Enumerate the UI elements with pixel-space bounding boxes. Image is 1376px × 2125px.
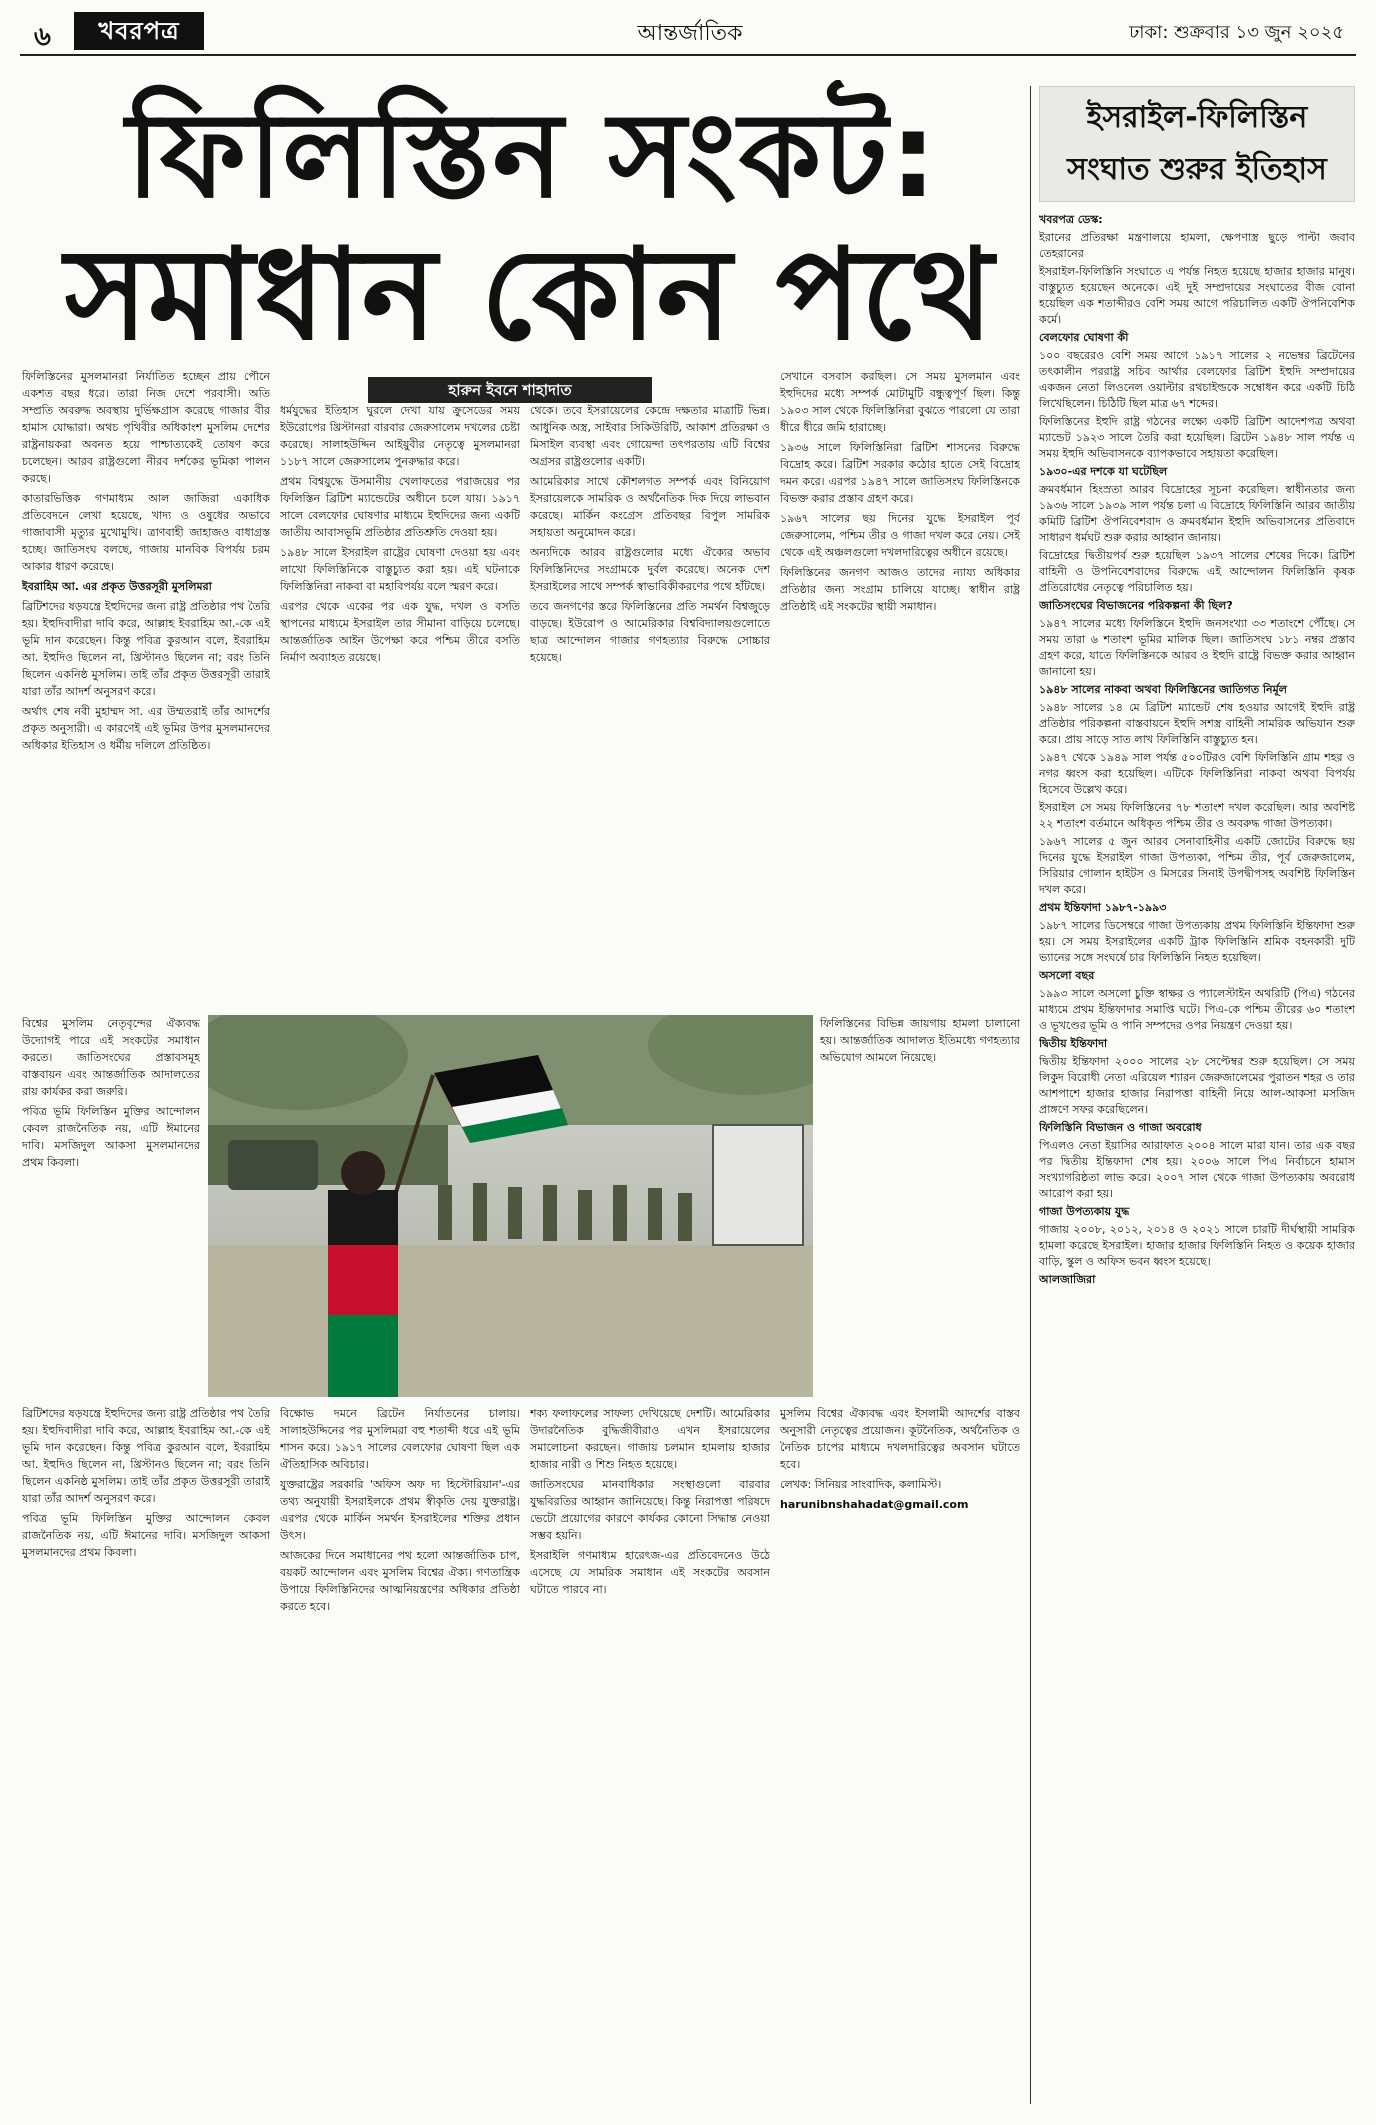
photo-illustration xyxy=(208,1015,813,1397)
issue-date: ঢাকা: শুক্রবার ১৩ জুন ২০২৫ xyxy=(1129,22,1344,43)
article-paragraph: অর্থাৎ শেষ নবী মুহাম্মদ সা. এর উম্মতরাই তাঁর আদর্শের প্রকৃত অনুসারী। এ কারণেই এই ভূমির উপর মুসলমানদের অধিকার ইতিহাস ও ধর্মীয় দলিলে প্রতিষ্ঠিত। xyxy=(22,705,270,752)
article-paragraph: ১৯৬৭ সালের ছয় দিনের যুদ্ধে ইসরাইল পূর্ব জেরুসালেম, পশ্চিম তীর ও গাজা দখল করে নেয়। সেই থেকে এই অঞ্চলগুলো দখলদারিত্বের অধীনে রয়েছে। xyxy=(780,512,1020,559)
author-byline: হারুন ইবনে শাহাদাত xyxy=(368,377,652,403)
sidebar-paragraph: ১৯৮৭ সালের ডিসেম্বরে গাজা উপত্যকায় প্রথম ফিলিস্তিনি ইন্তিফাদা শুরু হয়। সে সময় ইসরাইলের একটি ট্রাক ফিলিস্তিনি শ্রমিক বহনকারী দুটি ভ্যানের সঙ্গে সংঘর্ষে চার ফিলিস্তিনি নিহত হয়েছিল। xyxy=(1039,919,1355,964)
sidebar-subheading: প্রথম ইন্তিফাদা ১৯৮৭-১৯৯৩ xyxy=(1039,901,1167,914)
sidebar-paragraph: ইরানের প্রতিরক্ষা মন্ত্রণালয়ে হামলা, ক্ষেপণাস্ত্র ছুড়ে পাল্টা জবাব তেহরানের xyxy=(1039,231,1355,260)
sidebar-subheading: দ্বিতীয় ইন্তিফাদা xyxy=(1039,1037,1108,1050)
article-paragraph: আমেরিকার সাথে কৌশলগত সম্পর্ক এবং বিনিয়োগ ইসরায়েলকে সামরিক ও অর্থনৈতিক দিক দিয়ে লাভবান করেছে। মার্কিন কংগ্রেস প্রতিবছর বিপুল সামরিক সহায়তা অনুমোদন করে। xyxy=(530,475,770,539)
article-column-3-lower xyxy=(530,1405,770,2105)
sidebar-paragraph: দ্বিতীয় ইন্তিফাদা ২০০০ সালের ২৮ সেপ্টেম্বর শুরু হয়েছিল। সে সময় লিকুদ বিরোধী নেতা এরিয়েল শ্যারন জেরুজালেমের পুরাতন শহর ও তার আশপাশে হাজার হাজার নিরাপত্তা বাহিনী নিয়ে আল-আকসা মসজিদ প্রাঙ্গণে সফর করেছিলেন। xyxy=(1039,1055,1355,1116)
sidebar-paragraph: ১৯৪৮ সালের ১৪ মে ব্রিটিশ ম্যান্ডেট শেষ হওয়ার আগেই ইহুদি রাষ্ট্র প্রতিষ্ঠার পরিকল্পনা বাস্তবায়নে ইহুদি সশস্ত্র বাহিনী সামরিক অভিযান শুরু করে। প্রায় সাড়ে সাত লাখ ফিলিস্তিনি বাস্তুচ্যুত হন। xyxy=(1039,701,1355,746)
article-paragraph: লেখক: সিনিয়র সাংবাদিক, কলামিস্ট। xyxy=(780,1478,942,1491)
article-paragraph: ধর্মযুদ্ধের ইতিহাস ঘুরলে দেখা যায় ক্রুসেডের সময় ইউরোপের খ্রিস্টানরা বারবার জেরুসালেম দখলের চেষ্টা করেছে। সালাহউদ্দিন আইয়ুবীর নেতৃত্বে মুসলমানরা ১১৮৭ সালে জেরুসালেম পুনরুদ্ধার করে। xyxy=(280,404,520,468)
sidebar-paragraph: ক্রমবর্ধমান হিংস্রতা আরব বিদ্রোহের সূচনা করেছিল। স্বাধীনতার জন্য ১৯৩৬ সালে ১৯৩৯ সাল পর্যন্ত চলা এ বিদ্রোহে ফিলিস্তিনি আরব জাতীয় কমিটি ব্রিটিশ ঔপনিবেশবাদ ও ক্রমবর্ধমান ইহুদি অভিবাসনের প্রতিবাদে সাধারণ ধর্মঘট শুরু করার আহ্বান জানায়। xyxy=(1039,483,1355,544)
sidebar-subheading: ফিলিস্তিনি বিভাজন ও গাজা অবরোধ xyxy=(1039,1121,1202,1134)
sidebar-subheading: জাতিসংঘের বিভাজনের পরিকল্পনা কী ছিল? xyxy=(1039,599,1233,612)
article-paragraph: ফিলিস্তিনের মুসলমানরা নির্যাতিত হচ্ছেন প্রায় পৌনে একশত বছর ধরে। তারা নিজ দেশে পরবাসী। অতি সম্প্রতি অবরুদ্ধ অবস্থায় দুর্ভিক্ষগ্রাস করেছে গাজার বীর হামাস যোদ্ধারা। অথচ পৃথিবীর অধিকাংশ মুসলিম দেশের রাষ্ট্রনায়করা অবনত হয়ে পাশ্চাত্যকেই তোষণ করে চলেছেন। আরব রাষ্ট্রগুলো নীরব দর্শকের ভূমিকা পালন করছে। xyxy=(22,370,270,485)
article-paragraph: তবে জনগণের স্তরে ফিলিস্তিনের প্রতি সমর্থন বিশ্বজুড়ে বাড়ছে। ইউরোপ ও আমেরিকার বিশ্ববিদ্যালয়গুলোতে ছাত্র আন্দোলন গাজার গণহত্যার বিরুদ্ধে সোচ্চার হয়েছে। xyxy=(530,600,770,664)
article-column-2-lower xyxy=(280,1405,520,2105)
sidebar-title: ইসরাইল-ফিলিস্তিন xyxy=(1086,100,1308,135)
sidebar-paragraph: গাজায় ২০০৮, ২০১২, ২০১৪ ও ২০২১ সালে চারটি দীর্ঘস্থায়ী সামরিক হামলা করেছে ইসরাইল। হাজার হাজার ফিলিস্তিনি নিহত ও কয়েক হাজার বাড়ি, স্কুল ও অফিস ভবন ধ্বংস হয়েছে। xyxy=(1039,1223,1355,1268)
article-paragraph: ১৯৩৬ সালে ফিলিস্তিনিরা ব্রিটিশ শাসনের বিরুদ্ধে বিদ্রোহ করে। ব্রিটিশ সরকার কঠোর হাতে সেই বিদ্রোহ দমন করে। এরপর ১৯৪৭ সালে জাতিসংঘ ফিলিস্তিনকে বিভক্ত করার প্রস্তাব গ্রহণ করে। xyxy=(780,441,1020,505)
article-paragraph: মুসলিম বিশ্বের ঐক্যবদ্ধ এবং ইসলামী আদর্শের বাস্তব অনুসারী নেতৃত্বের প্রয়োজন। কূটনৈতিক, অর্থনৈতিক ও নৈতিক চাপের মাধ্যমে দখলদারিত্বের অবসান ঘটাতে হবে। xyxy=(780,1407,1020,1471)
article-paragraph: আজকের দিনে সমাধানের পথ হলো আন্তর্জাতিক চাপ, বয়কট আন্দোলন এবং মুসলিম বিশ্বের ঐক্য। গণতান্ত্রিক উপায়ে ফিলিস্তিনিদের আত্মনিয়ন্ত্রণের অধিকার প্রতিষ্ঠা করতে হবে। xyxy=(280,1549,520,1613)
article-paragraph: ১৯৪৮ সালে ইসরাইল রাষ্ট্রের ঘোষণা দেওয়া হয় এবং লাখো ফিলিস্তিনিকে বাস্তুচ্যুত করা হয়। এই ঘটনাকে ফিলিস্তিনিরা নাকবা বা মহাবিপর্যয় বলে স্মরণ করে। xyxy=(280,546,520,593)
article-paragraph: শক্য ফলাফলের সাফল্য দেখিয়েছে দেশটি। আমেরিকার উদারনৈতিক বুদ্ধিজীবীরাও এখন ইসরায়েলের সমালোচনা করছেন। গাজায় চলমান হামলায় হাজার হাজার নারী ও শিশু নিহত হয়েছে। xyxy=(530,1407,770,1471)
sidebar-paragraph: ফিলিস্তিনের ইহুদি রাষ্ট্র গঠনের লক্ষ্যে একটি ব্রিটিশ আদেশপত্র অথবা ম্যান্ডেট ১৯২৩ সালে তৈরি করা হয়েছিল। ব্রিটেন ১৯৪৮ সাল পর্যন্ত এ সময় ইহুদি অভিবাসনকে ব্যাপকভাবে সহায়তা করেছিল। xyxy=(1039,415,1355,460)
headline-line-2: সমাধান কোন পথে xyxy=(64,221,994,368)
sidebar-paragraph: বিদ্রোহের দ্বিতীয়পর্ব শুরু হয়েছিল ১৯৩৭ সালের শেষের দিকে। ব্রিটিশ বাহিনী ও উপনিবেশবাদের বিরুদ্ধে এই আন্দোলন ফিলিস্তিনি কৃষক প্রতিরোধের নেতৃত্বে পরিচালিত হয়। xyxy=(1039,549,1355,594)
sidebar-history xyxy=(1030,86,1357,2104)
article-paragraph: বিক্ষোভ দমনে ব্রিটেন নির্যাতনের চালায়। সালাহউদ্দিনের পর মুসলিমরা বহু শতাব্দী ধরে এই ভূমি শাসন করে। ১৯১৭ সালের বেলফোর ঘোষণা ছিল এক ঐতিহাসিক অবিচার। xyxy=(280,1407,520,1471)
sidebar-paragraph: ইসরাইল-ফিলিস্তিনি সংঘাতে এ পর্যন্ত নিহত হয়েছে হাজার হাজার মানুষ। বাস্তুচ্যুত হয়েছেন অনেকে। এই দুই সম্প্রদায়ের সংঘাতের বীজ বোনা হয়েছিল এক শতাব্দীরও বেশি সময় আগে পরিচালিত একটি ঔপনিবেশিক কর্মে। xyxy=(1039,265,1355,326)
article-paragraph: অন্যদিকে আরব রাষ্ট্রগুলোর মধ্যে ঐক্যের অভাব ফিলিস্তিনিদের সংগ্রামকে দুর্বল করেছে। অনেক দেশ ইসরাইলের সাথে সম্পর্ক স্বাভাবিকীকরণের পথে হাঁটছে। xyxy=(530,546,770,593)
sidebar-title-box xyxy=(1039,86,1355,202)
article-paragraph: থেকে। তবে ইসরায়েলের কেন্দ্রে দক্ষতার মাত্রাটি ভিন্ন। আধুনিক অস্ত্র, সাইবার সিকিউরিটি, আকাশ প্রতিরক্ষা ও মিসাইল ব্যবস্থা এবং গোয়েন্দা তৎপরতায় এটি বিশ্বের অগ্রসর রাষ্ট্রগুলোর একটি। xyxy=(530,404,770,468)
article-subheading: ইবরাহিম আ. এর প্রকৃত উত্তরসূরী মুসলিমরা xyxy=(22,580,212,593)
sidebar-paragraph: ১০০ বছরেরও বেশি সময় আগে ১৯১৭ সালের ২ নভেম্বর ব্রিটেনের তৎকালীন পররাষ্ট্র সচিব আর্থার বেলফোর ব্রিটিশ ইহুদি সম্প্রদায়ের একজন নেতা লিওনেল ওয়াল্টার রথচাইল্ডকে সম্বোধন করে একটি চিঠি লিখেছিলেন। চিঠিটি ছিল মাত্র ৬৭ শব্দের। xyxy=(1039,349,1355,410)
sidebar-subheading: গাজা উপত্যকায় যুদ্ধ xyxy=(1039,1205,1130,1218)
article-paragraph: ব্রিটিশদের ষড়যন্ত্রে ইহুদিদের জন্য রাষ্ট্র প্রতিষ্ঠার পথ তৈরি হয়। ইহুদিবাদীরা দাবি করে, আল্লাহ ইবরাহিম আ.-কে এই ভূমি দান করেছেন। কিন্তু পবিত্র কুরআন বলে, ইবরাহিম আ. ইহুদিও ছিলেন না, খ্রিস্টানও ছিলেন না; বরং তিনি ছিলেন একনিষ্ঠ মুসলিম। তাই তাঁর প্রকৃত উত্তরসূরী তারাই যারা তাঁর আদর্শ অনুসরণ করে। xyxy=(22,600,270,698)
author-email-link[interactable]: harunibnshahadat@gmail.com xyxy=(780,1498,969,1511)
sidebar-paragraph: পিএলও নেতা ইয়াসির আরাফাত ২০০৪ সালে মারা যান। তার এক বছর পর দ্বিতীয় ইন্তিফাদা শেষ হয়। ২০০৬ সালে পিএ নির্বাচনে হামাস সংখ্যাগরিষ্ঠতা লাভ করে। ২০০৭ সাল থেকে গাজা উপত্যকায় অবরোধ আরোপ করা হয়। xyxy=(1039,1139,1355,1200)
article-paragraph: ফিলিস্তিনের জনগণ আজও তাদের ন্যায্য অধিকার প্রতিষ্ঠার জন্য সংগ্রাম চালিয়ে যাচ্ছে। স্বাধীন রাষ্ট্র প্রতিষ্ঠাই এই সংকটের স্থায়ী সমাধান। xyxy=(780,566,1020,613)
article-paragraph: ফিলিস্তিনের বিভিন্ন জায়গায় হামলা চালানো হয়। আন্তর্জাতিক আদালত ইতিমধ্যে গণহত্যার অভিযোগ আমলে নিয়েছে। xyxy=(820,1017,1020,1064)
palestine-flag-image xyxy=(208,1015,813,1397)
sidebar-paragraph: ১৯৪৭ সালের মধ্যে ফিলিস্তিনে ইহুদি জনসংখ্যা ৩৩ শতাংশে পৌঁছে। সে সময় তারা ৬ শতাংশ ভূমির মালিক ছিল। জাতিসংঘ ১৮১ নম্বর প্রস্তাব গ্রহণ করে, যাতে ফিলিস্তিনকে আরব ও ইহুদি রাষ্ট্রে বিভক্ত করার আহ্বান জানানো হয়। xyxy=(1039,617,1355,678)
sidebar-paragraph: ১৯৪৭ থেকে ১৯৪৯ সাল পর্যন্ত ৫০০টিরও বেশি ফিলিস্তিনি গ্রাম শহর ও নগর ধ্বংস করা হয়েছিল। এটিকে ফিলিস্তিনিরা নাকবা অথবা বিপর্যয় হিসেবে উল্লেখ করে। xyxy=(1039,751,1355,796)
article-column-4 xyxy=(780,368,1020,1013)
newspaper-logo: খবরপত্র xyxy=(74,12,204,50)
article-paragraph: এরপর থেকে একের পর এক যুদ্ধ, দখল ও বসতি স্থাপনের মাধ্যমে ইসরাইল তার সীমানা বাড়িয়ে চলেছে। আন্তর্জাতিক আইন উপেক্ষা করে পশ্চিম তীরে বসতি নির্মাণ অব্যাহত রয়েছে। xyxy=(280,600,520,664)
article-paragraph: ইসরাইলি গণমাধ্যম হারেৎজ-এর প্রতিবেদনেও উঠে এসেছে যে সামরিক সমাধান এই সংকটের অবসান ঘটাতে পারবে না। xyxy=(530,1549,770,1596)
article-paragraph: জাতিসংঘের মানবাধিকার সংস্থাগুলো বারবার যুদ্ধবিরতির আহ্বান জানিয়েছে। কিন্তু নিরাপত্তা পরিষদে ভেটো প্রয়োগের কারণে কার্যকর কোনো সিদ্ধান্ত নেওয়া সম্ভব হয়নি। xyxy=(530,1478,770,1542)
page-number: ৬ xyxy=(34,22,51,52)
article-column-3 xyxy=(530,368,770,1013)
article-paragraph: পবিত্র ভূমি ফিলিস্তিন মুক্তির আন্দোলন কেবল রাজনৈতিক নয়, এটি ঈমানের দাবি। মসজিদুল আকসা মুসলমানদের প্রথম কিবলা। xyxy=(22,1512,270,1559)
sidebar-subheading: অসলো বছর xyxy=(1039,969,1095,982)
article-paragraph: ব্রিটিশদের ষড়যন্ত্রে ইহুদিদের জন্য রাষ্ট্র প্রতিষ্ঠার পথ তৈরি হয়। ইহুদিবাদীরা দাবি করে, আল্লাহ ইবরাহিম আ.-কে এই ভূমি দান করেছেন। কিন্তু পবিত্র কুরআন বলে, ইবরাহিম আ. ইহুদিও ছিলেন না, খ্রিস্টানও ছিলেন না; বরং তিনি ছিলেন একনিষ্ঠ মুসলিম। তাই তাঁর প্রকৃত উত্তরসূরী তারাই যারা তাঁর আদর্শ অনুসরণ করে। xyxy=(22,1407,270,1505)
sidebar-source: আলজাজিরা xyxy=(1039,1273,1096,1286)
sidebar-subheading: ১৯৪৮ সালের নাকবা অথবা ফিলিস্তিনের জাতিগত নির্মূল xyxy=(1039,683,1287,696)
article-paragraph: পবিত্র ভূমি ফিলিস্তিন মুক্তির আন্দোলন কেবল রাজনৈতিক নয়, এটি ঈমানের দাবি। মসজিদুল আকসা মুসলমানদের প্রথম কিবলা। xyxy=(22,1105,200,1169)
section-title: আন্তর্জাতিক xyxy=(637,21,743,46)
sidebar-paragraph: ইসরাইল সে সময় ফিলিস্তিনের ৭৮ শতাংশ দখল করেছিল। আর অবশিষ্ট ২২ শতাংশ বর্তমানে অধিকৃত পশ্চিম তীর ও অবরুদ্ধ গাজা উপত্যকা। xyxy=(1039,801,1355,830)
article-paragraph: যুক্তরাষ্ট্রের সরকারি 'অফিস অফ দ্য হিস্টোরিয়ান'-এর তথ্য অনুযায়ী ইসরাইলকে প্রথম স্বীকৃতি দেয় যুক্তরাষ্ট্র। এরপর থেকে মার্কিন সমর্থন ইসরাইলের শক্তির প্রধান উৎস। xyxy=(280,1478,520,1542)
sidebar-paragraph: ১৯৬৭ সালের ৫ জুন আরব সেনাবাহিনীর একটি জোটের বিরুদ্ধে ছয় দিনের যুদ্ধে ইসরাইল গাজা উপত্যকা, পশ্চিম তীর, পূর্ব জেরুজালেম, সিরিয়ার গোলান হাইটস ও মিসরের সিনাই উপদ্বীপসহ অবশিষ্ট ফিলিস্তিন দখল করে। xyxy=(1039,835,1355,896)
article-column-1-lower xyxy=(22,1405,270,2105)
sidebar-subheading: ১৯৩০-এর দশকে যা ঘটেছিল xyxy=(1039,465,1168,478)
sidebar-subtitle: সংঘাত শুরুর ইতিহাস xyxy=(1067,152,1327,187)
article-column-1 xyxy=(22,368,270,1013)
article-column-4-mid xyxy=(820,1015,1020,1397)
sidebar-subheading: বেলফোর ঘোষণা কী xyxy=(1039,331,1129,344)
sidebar-paragraph: ১৯৯৩ সালে অসলো চুক্তি স্বাক্ষর ও প্যালেস্টাইন অথরিটি (পিএ) গঠনের মাধ্যমে প্রথম ইন্তিফাদার সমাপ্তি ঘটে। পিএ-কে পশ্চিম তীরের ৬০ শতাংশ ও ভূখণ্ডের ভূমি ও পানি সম্পদের ওপর নিয়ন্ত্রণ দেওয়া হয়। xyxy=(1039,987,1355,1032)
article-paragraph: বিশ্বের মুসলিম নেতৃবৃন্দের ঐক্যবদ্ধ উদ্যোগই পারে এই সংকটের সমাধান করতে। জাতিসংঘের প্রস্তাবসমূহ বাস্তবায়ন এবং আন্তর্জাতিক আদালতের রায় কার্যকর করা জরুরি। xyxy=(22,1017,200,1098)
article-paragraph: প্রথম বিশ্বযুদ্ধে উসমানীয় খেলাফতের পরাজয়ের পর ফিলিস্তিন ব্রিটিশ ম্যান্ডেটের অধীনে চলে যায়। ১৯১৭ সালে বেলফোর ঘোষণার মাধ্যমে ইহুদিদের জন্য একটি জাতীয় আবাসভূমি প্রতিষ্ঠার প্রতিশ্রুতি দেওয়া হয়। xyxy=(280,475,520,539)
page-header xyxy=(20,12,1356,56)
article-column-4-lower xyxy=(780,1405,1020,2105)
article-paragraph: কাতারভিত্তিক গণমাধ্যম আল জাজিরা একাধিক প্রতিবেদনে লেখা হয়েছে, খাদ্য ও ওষুধের অভাবে গাজাবাসী মৃত্যুর মুখোমুখি। ত্রাণবাহী জাহাজও বাধাগ্রস্ত হচ্ছে। জাতিসংঘ বলছে, গাজায় মানবিক বিপর্যয় চরম আকার ধারণ করেছে। xyxy=(22,492,270,573)
article-column-1-mid xyxy=(22,1015,200,1397)
headline-line-1: ফিলিস্তিন সংকট: xyxy=(126,86,939,224)
article-paragraph: সেখানে বসবাস করছিল। সে সময় মুসলমান এবং ইহুদিদের মধ্যে সম্পর্ক মোটামুটি বন্ধুত্বপূর্ণ ছিল। কিন্তু ১৯০৩ সাল থেকে ফিলিস্তিনিরা বুঝতে পারলো যে তারা ধীরে ধীরে জমি হারাচ্ছে। xyxy=(780,370,1020,434)
sidebar-intro-label: খবরপত্র ডেস্ক: xyxy=(1039,213,1103,226)
sidebar-text xyxy=(1039,212,1355,2102)
article-column-2 xyxy=(280,368,520,1013)
